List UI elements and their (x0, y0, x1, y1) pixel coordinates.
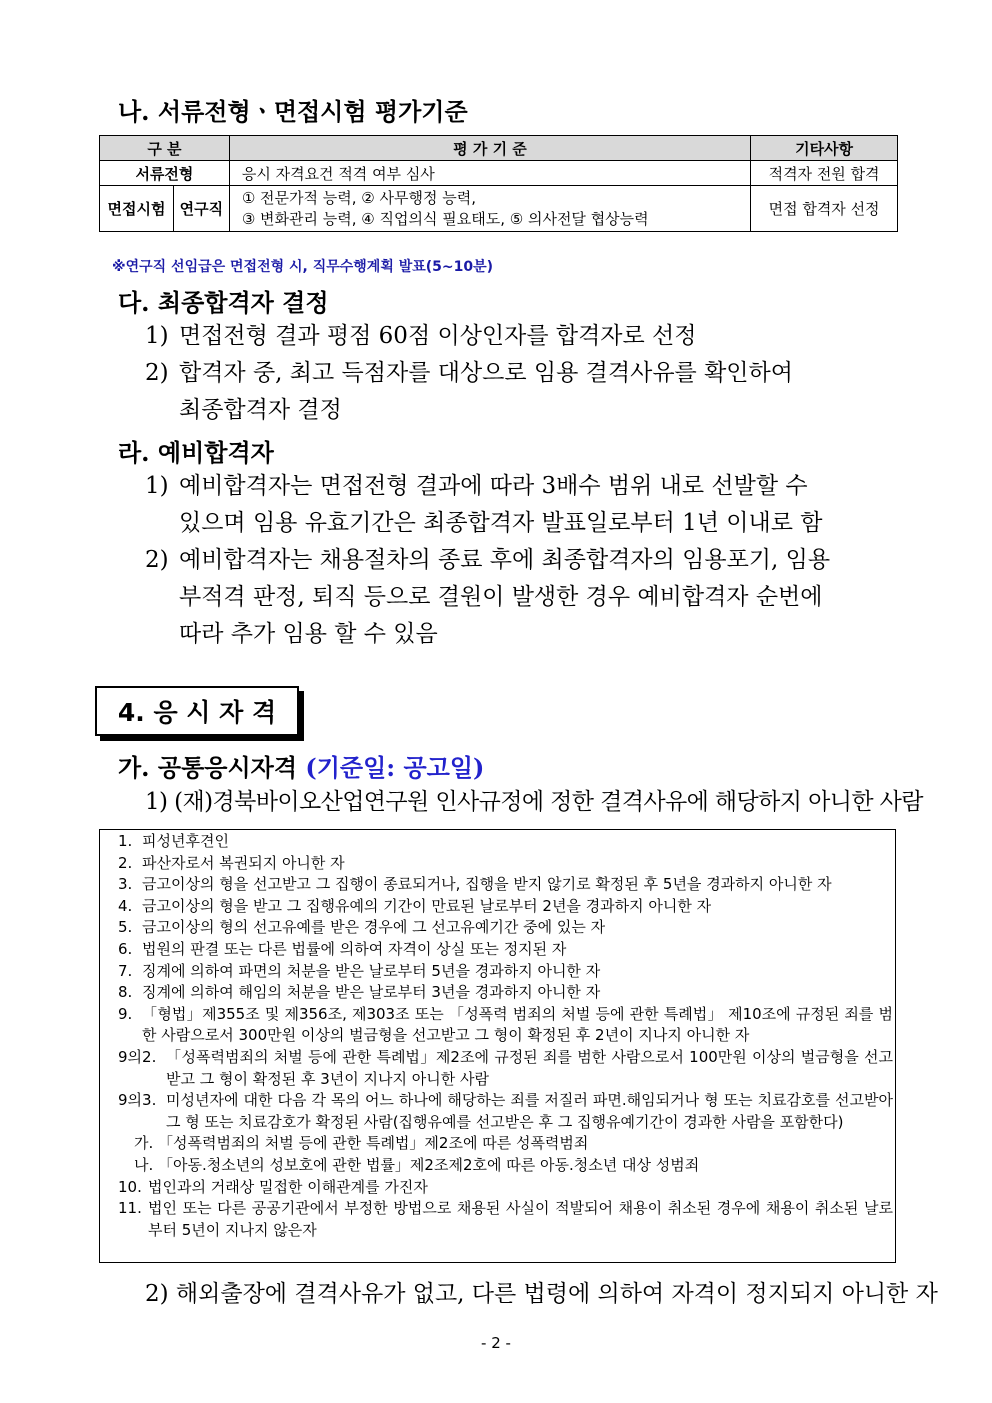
item-number: 5. (118, 918, 133, 937)
ga-item-2: 2) 해외출장에 결격사유가 없고, 다른 법령에 의하여 자격이 정지되지 아니한 자 (145, 1281, 938, 1307)
item-number: 4. (118, 896, 133, 915)
header-criteria: 평 가 기 준 (229, 136, 750, 161)
item-number: 8. (118, 983, 133, 1002)
list-item (118, 917, 893, 939)
item-text: 면접전형 결과 평점 60점 이상인자를 합격자로 선정 (179, 323, 697, 349)
item-text: 징계에 의하여 해임의 처분을 받은 날로부터 3년을 경과하지 아니한 자 (142, 983, 601, 1002)
header-category: 구 분 (100, 136, 230, 161)
ga-item-1: 1) (재)경북바이오산업연구원 인사규정에 정한 결격사유에 해당하지 아니한 사람 (145, 789, 923, 815)
item-text: 금고이상의 형을 받고 그 집행유예의 기간이 만료된 날로부터 2년을 경과하지 아니한 자 (142, 896, 712, 915)
table-header-row (100, 136, 898, 161)
list-item (118, 1177, 893, 1199)
item-number: 7. (118, 961, 133, 980)
item-number: 2) (145, 547, 169, 573)
section-ra-title: 라. 예비합격자 (118, 438, 274, 467)
item-number: 6. (118, 939, 133, 958)
list-item (145, 468, 897, 505)
footnote: ※연구직 선임급은 면접전형 시, 직무수행계획 발표(5~10분) (112, 259, 494, 275)
item-text-continued: 있으며 임용 유효기간은 최종합격자 발표일로부터 1년 이내로 함 (179, 510, 823, 536)
row-criteria (229, 186, 750, 232)
item-number: 나. (134, 1155, 154, 1174)
item-text: 피성년후견인 (142, 832, 229, 850)
item-number: 9의2. (118, 1047, 157, 1066)
page-number: - 2 - (481, 1334, 511, 1352)
criteria-line: ① 전문가적 능력, ② 사무행정 능력, (241, 188, 476, 207)
ga-title-text: 가. 공통응시자격 (118, 753, 297, 782)
list-item (118, 961, 893, 983)
ga-title-suffix: (기준일: 공고일) (305, 753, 485, 782)
row-subcategory: 연구직 (173, 186, 229, 232)
item-text: 「아동.청소년의 성보호에 관한 법률」제2조제2호에 따른 아동.청소년 대상 성범죄 (158, 1155, 700, 1174)
item-number: 1) (145, 323, 169, 349)
section-ra-body (145, 468, 897, 653)
item-number: 1. (118, 832, 133, 850)
item-text: 「형법」제355조 및 제356조, 제303조 또는 「성폭력 범죄의 처벌 등에 관한 특례법」 제10조에 규정된 죄를 범한 사람으로서 300만원 이상의 벌금형을 선고받고 그 형이 확정된 후 2년이 지나지 아니한 자 (142, 1004, 893, 1045)
list-item (118, 1047, 893, 1090)
item-text: 「성폭력범죄의 처벌 등에 관한 특례법」제2조에 규정된 죄를 범한 사람으로서 100만원 이상의 벌금형을 선고받고 그 형이 확정된 후 3년이 지나지 아니한 사람 (166, 1047, 893, 1088)
list-item (118, 853, 893, 875)
section-4-heading (95, 686, 299, 736)
criteria-line: ③ 변화관리 능력, ④ 직업의식 필요태도, ⑤ 의사전달 협상능력 (241, 209, 649, 228)
item-text: 금고이상의 형을 선고받고 그 집행이 종료되거나, 집행을 받지 않기로 확정된 후 5년을 경과하지 아니한 자 (142, 875, 832, 894)
row-criteria: 응시 자격요건 적격 여부 심사 (229, 161, 750, 186)
item-text: 법인 또는 다른 공공기관에서 부정한 방법으로 채용된 사실이 적발되어 채용이 취소된 경우에 채용이 취소된 날로부터 5년이 지나지 않은자 (148, 1199, 893, 1239)
item-number: 2) (145, 360, 169, 386)
item-text: 법원의 판결 또는 다른 법률에 의하여 자격이 상실 또는 정지된 자 (142, 939, 567, 958)
row-note: 면접 합격자 선정 (751, 186, 898, 232)
section-4-heading-text: 4. 응 시 자 격 (117, 698, 277, 727)
item-text: 법인과의 거래상 밀접한 이해관계를 가진자 (148, 1177, 428, 1196)
list-item (118, 1133, 893, 1155)
item-number: 2. (118, 853, 133, 872)
item-text: 파산자로서 복권되지 아니한 자 (142, 853, 345, 872)
item-number: 1) (145, 473, 169, 499)
row-category: 서류전형 (100, 161, 230, 186)
item-text: 합격자 중, 최고 득점자를 대상으로 임용 결격사유를 확인하여 (179, 360, 793, 386)
evaluation-criteria-table (99, 135, 898, 232)
list-item (145, 318, 897, 355)
section-ga-title (118, 748, 484, 783)
item-text: 예비합격자는 채용절차의 종료 후에 최종합격자의 임용포기, 임용 (179, 547, 831, 573)
item-text-continued: 부적격 판정, 퇴직 등으로 결원이 발생한 경우 예비합격자 순번에 (179, 584, 823, 610)
item-text: 예비합격자는 면접전형 결과에 따라 3배수 범위 내로 선발할 수 (179, 473, 808, 499)
disqualification-list (118, 831, 893, 1241)
table-row (100, 186, 898, 232)
list-item (118, 831, 893, 853)
item-text: 징계에 의하여 파면의 처분을 받은 날로부터 5년을 경과하지 아니한 자 (142, 961, 601, 980)
section-da-body (145, 318, 897, 429)
list-item (145, 355, 897, 392)
list-item (118, 874, 893, 896)
section-na-title: 나. 서류전형ㆍ면접시험 평가기준 (118, 97, 468, 126)
item-text-continued: 최종합격자 결정 (179, 397, 342, 423)
item-number: 10. (118, 1177, 142, 1196)
list-item (118, 1004, 893, 1047)
list-item (118, 1198, 893, 1241)
item-number: 가. (134, 1134, 154, 1153)
list-item (118, 982, 893, 1004)
list-item (118, 1090, 893, 1133)
item-text-continued: 따라 추가 임용 할 수 있음 (179, 621, 438, 647)
header-note: 기타사항 (751, 136, 898, 161)
list-item (118, 939, 893, 961)
item-text: 미성년자에 대한 다음 각 목의 어느 하나에 해당하는 죄를 저질러 파면.해임되거나 형 또는 치료감호를 선고받아 그 형 또는 치료감호가 확정된 사람(집행유예를 선고받은 후 그 집행유예기간이 경과한 사람을 포함한다) (166, 1091, 893, 1131)
item-number: 9. (118, 1004, 133, 1023)
disqualification-list-box (99, 829, 896, 1263)
list-item (118, 896, 893, 918)
section-da-title: 다. 최종합격자 결정 (118, 288, 329, 317)
item-text: 「성폭력범죄의 처벌 등에 관한 특례법」제2조에 따른 성폭력범죄 (158, 1134, 589, 1153)
item-number: 11. (118, 1199, 142, 1218)
item-text: 금고이상의 형의 선고유예를 받은 경우에 그 선고유예기간 중에 있는 자 (142, 918, 606, 937)
list-item (145, 542, 897, 579)
row-note: 적격자 전원 합격 (751, 161, 898, 186)
row-category: 면접시험 (100, 186, 174, 232)
item-number: 3. (118, 875, 133, 894)
list-item (118, 1155, 893, 1177)
item-number: 9의3. (118, 1091, 157, 1110)
table-row (100, 161, 898, 186)
